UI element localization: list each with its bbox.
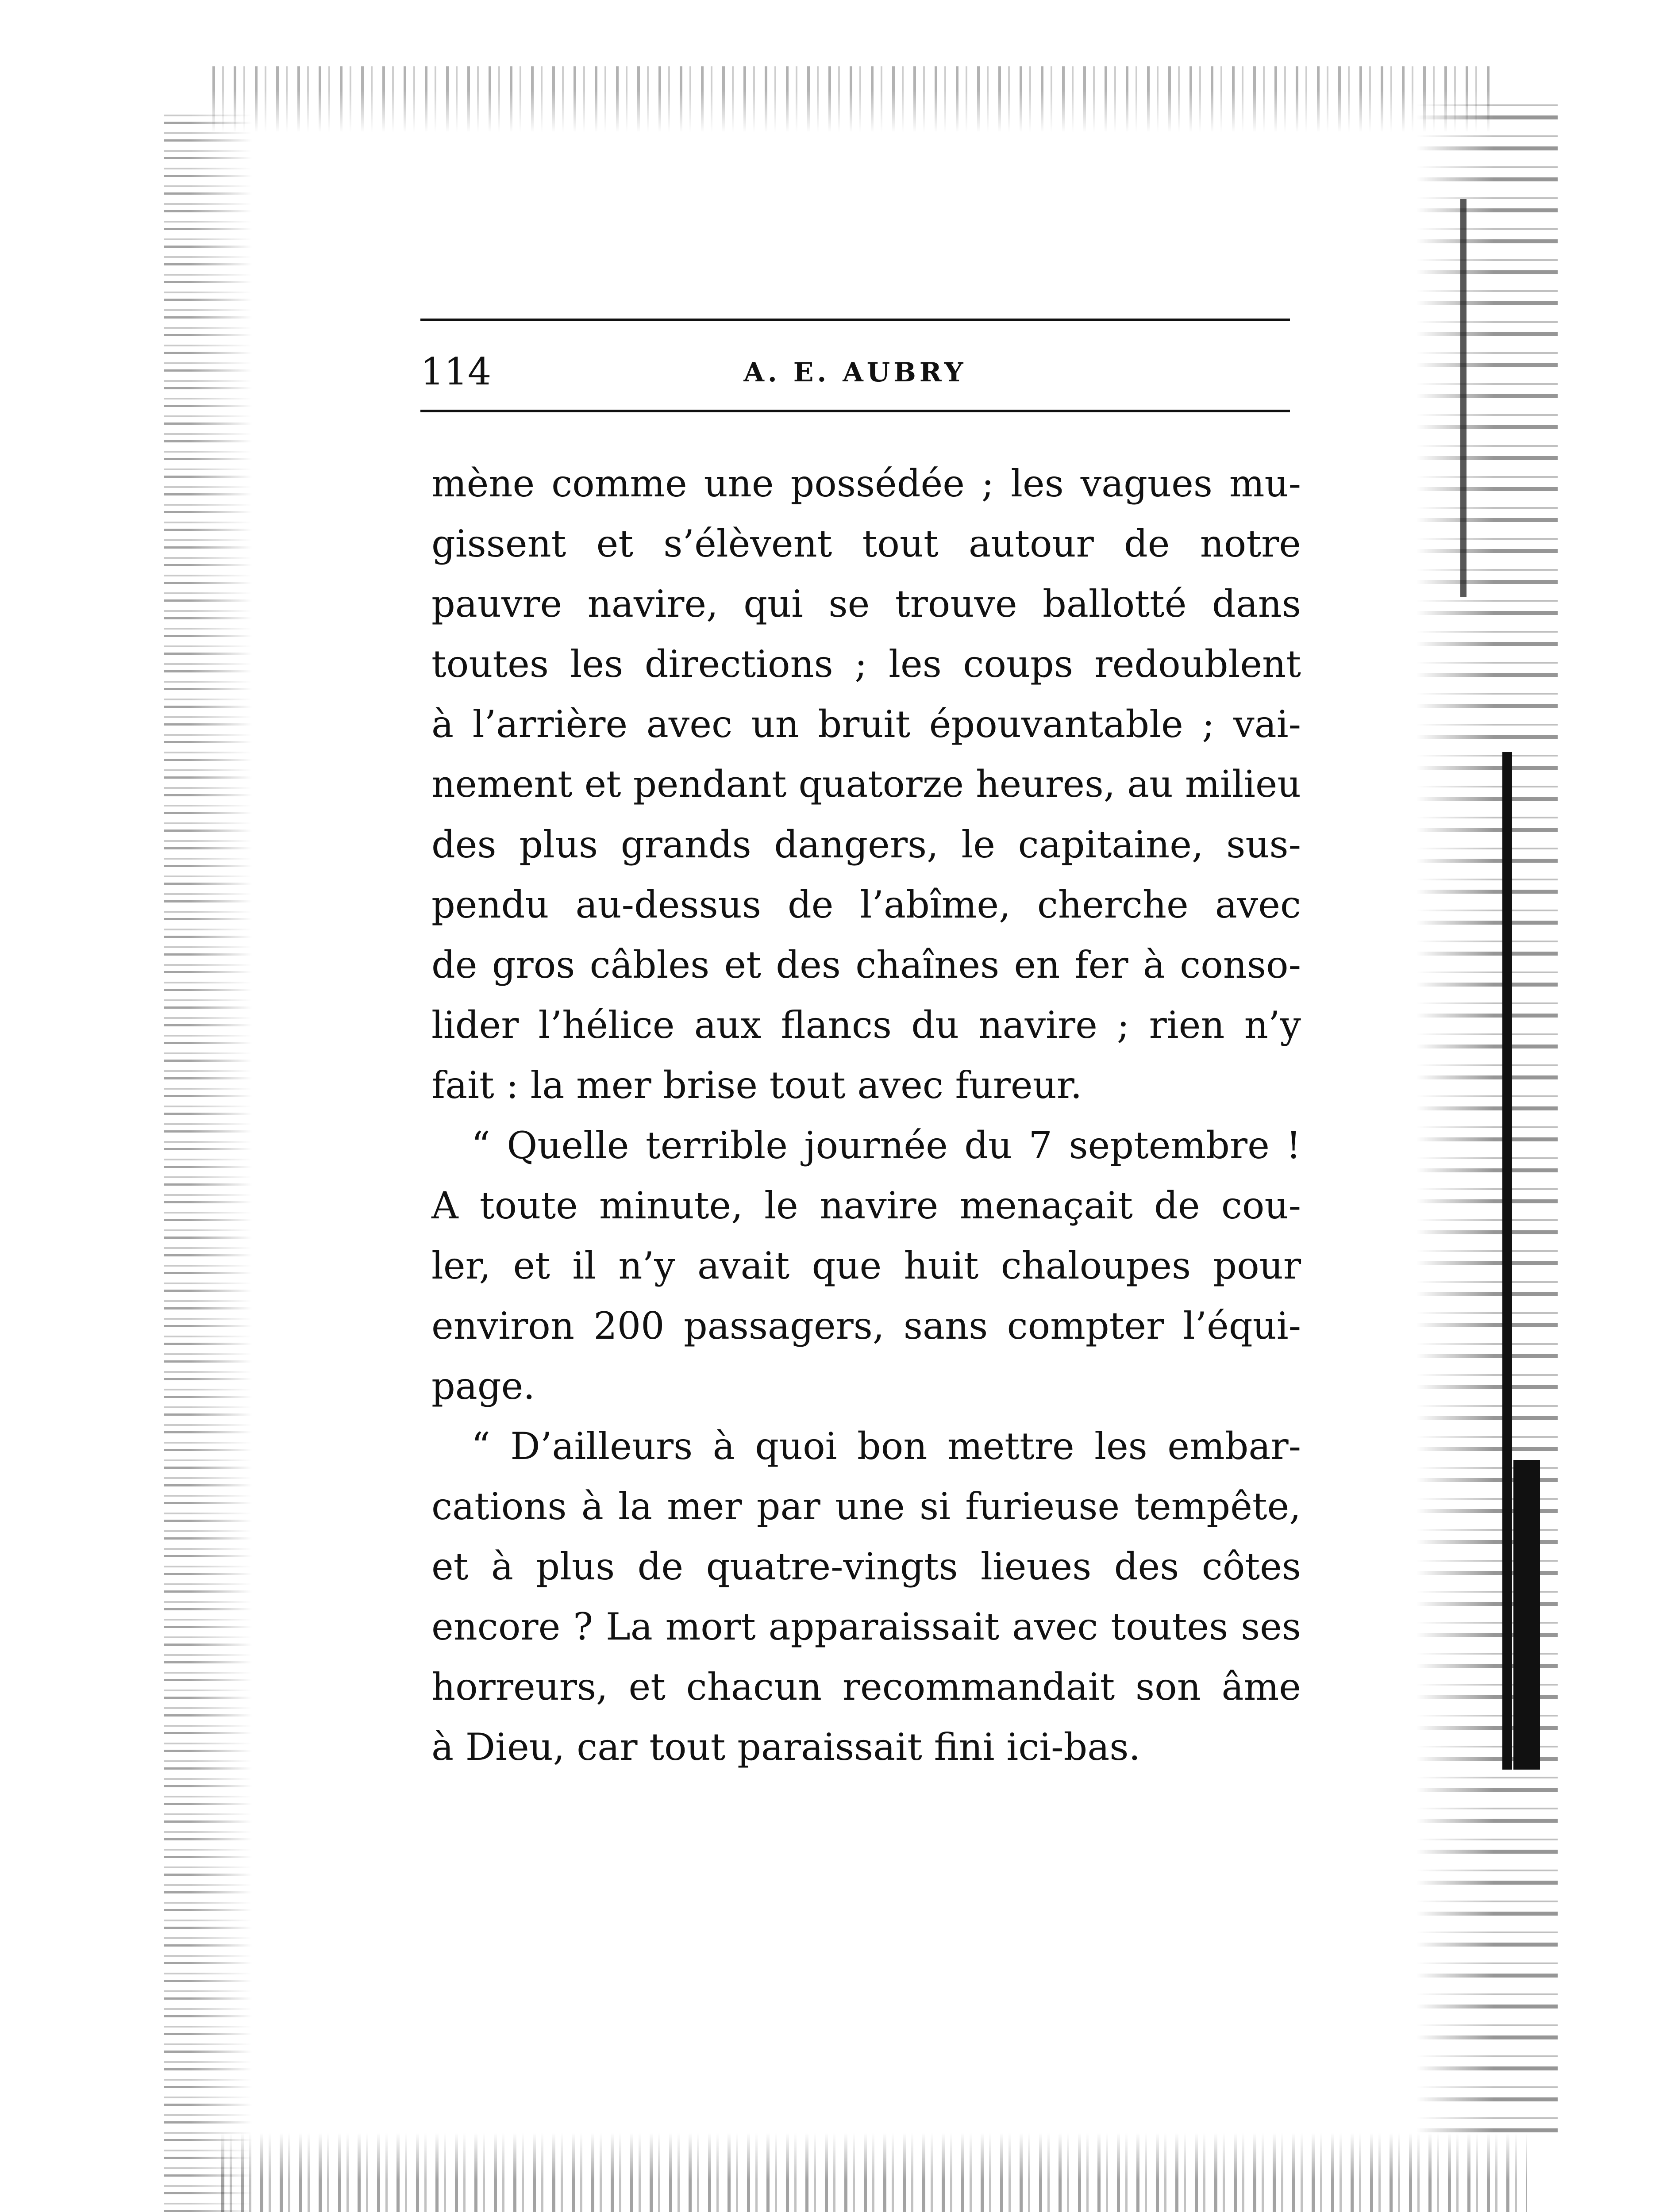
binding-mark [1513,1460,1540,1770]
text-line: pauvre navire, qui se trouve ballotté dans [431,582,1301,626]
text-line: des plus grands dangers, le capitaine, sus- [431,823,1301,866]
scan-border-right [1416,97,1558,2132]
text-line: fait : la mer brise tout avec fureur. [431,1064,1082,1107]
scan-border-top [212,66,1496,133]
text-line: pendu au-dessus de l’abîme, cherche avec [431,883,1301,926]
text-line: “ D’ailleurs à quoi bon mettre les embar- [471,1425,1301,1468]
text-line: environ 200 passagers, sans compter l’équi- [431,1304,1301,1348]
header-rule-top [420,319,1290,321]
binding-mark [1502,752,1512,1770]
text-line: A toute minute, le navire menaçait de cou- [431,1184,1301,1227]
text-line: à Dieu, car tout paraissait fini ici-bas. [431,1725,1141,1769]
text-line: à l’arrière avec un bruit épouvantable ; vai- [431,703,1301,746]
text-line: mène comme une possédée ; les vagues mu- [431,462,1301,505]
header-rule-bottom [420,410,1290,412]
scan-border-left [164,111,252,2212]
text-line: ler, et il n’y avait que huit chaloupes pour [431,1244,1301,1287]
text-line: cations à la mer par une si furieuse tempête, [431,1485,1301,1528]
text-line: de gros câbles et des chaînes en fer à conso- [431,943,1301,987]
text-line: lider l’hélice aux flancs du navire ; rien n’y [431,1003,1301,1047]
text-line: nement et pendant quatorze heures, au milieu [431,763,1301,806]
text-line: et à plus de quatre-vingts lieues des côtes [431,1545,1301,1588]
binding-mark [1460,199,1467,597]
text-line: encore ? La mort apparaissait avec toutes ses [431,1605,1301,1648]
text-line: page. [431,1364,535,1408]
text-line: toutes les directions ; les coups redoublent [431,642,1301,686]
text-line: gissent et s’élèvent tout autour de notre [431,522,1301,565]
page-number: 114 [420,350,492,393]
body-text [431,453,1301,1777]
text-line: “ Quelle terrible journée du 7 septembre ! [471,1124,1301,1167]
running-head: A. E. AUBRY [743,357,967,388]
text-line: horreurs, et chacun recommandait son âme [431,1665,1301,1709]
scan-border-bottom [221,2132,1527,2212]
page-header [420,319,1290,425]
